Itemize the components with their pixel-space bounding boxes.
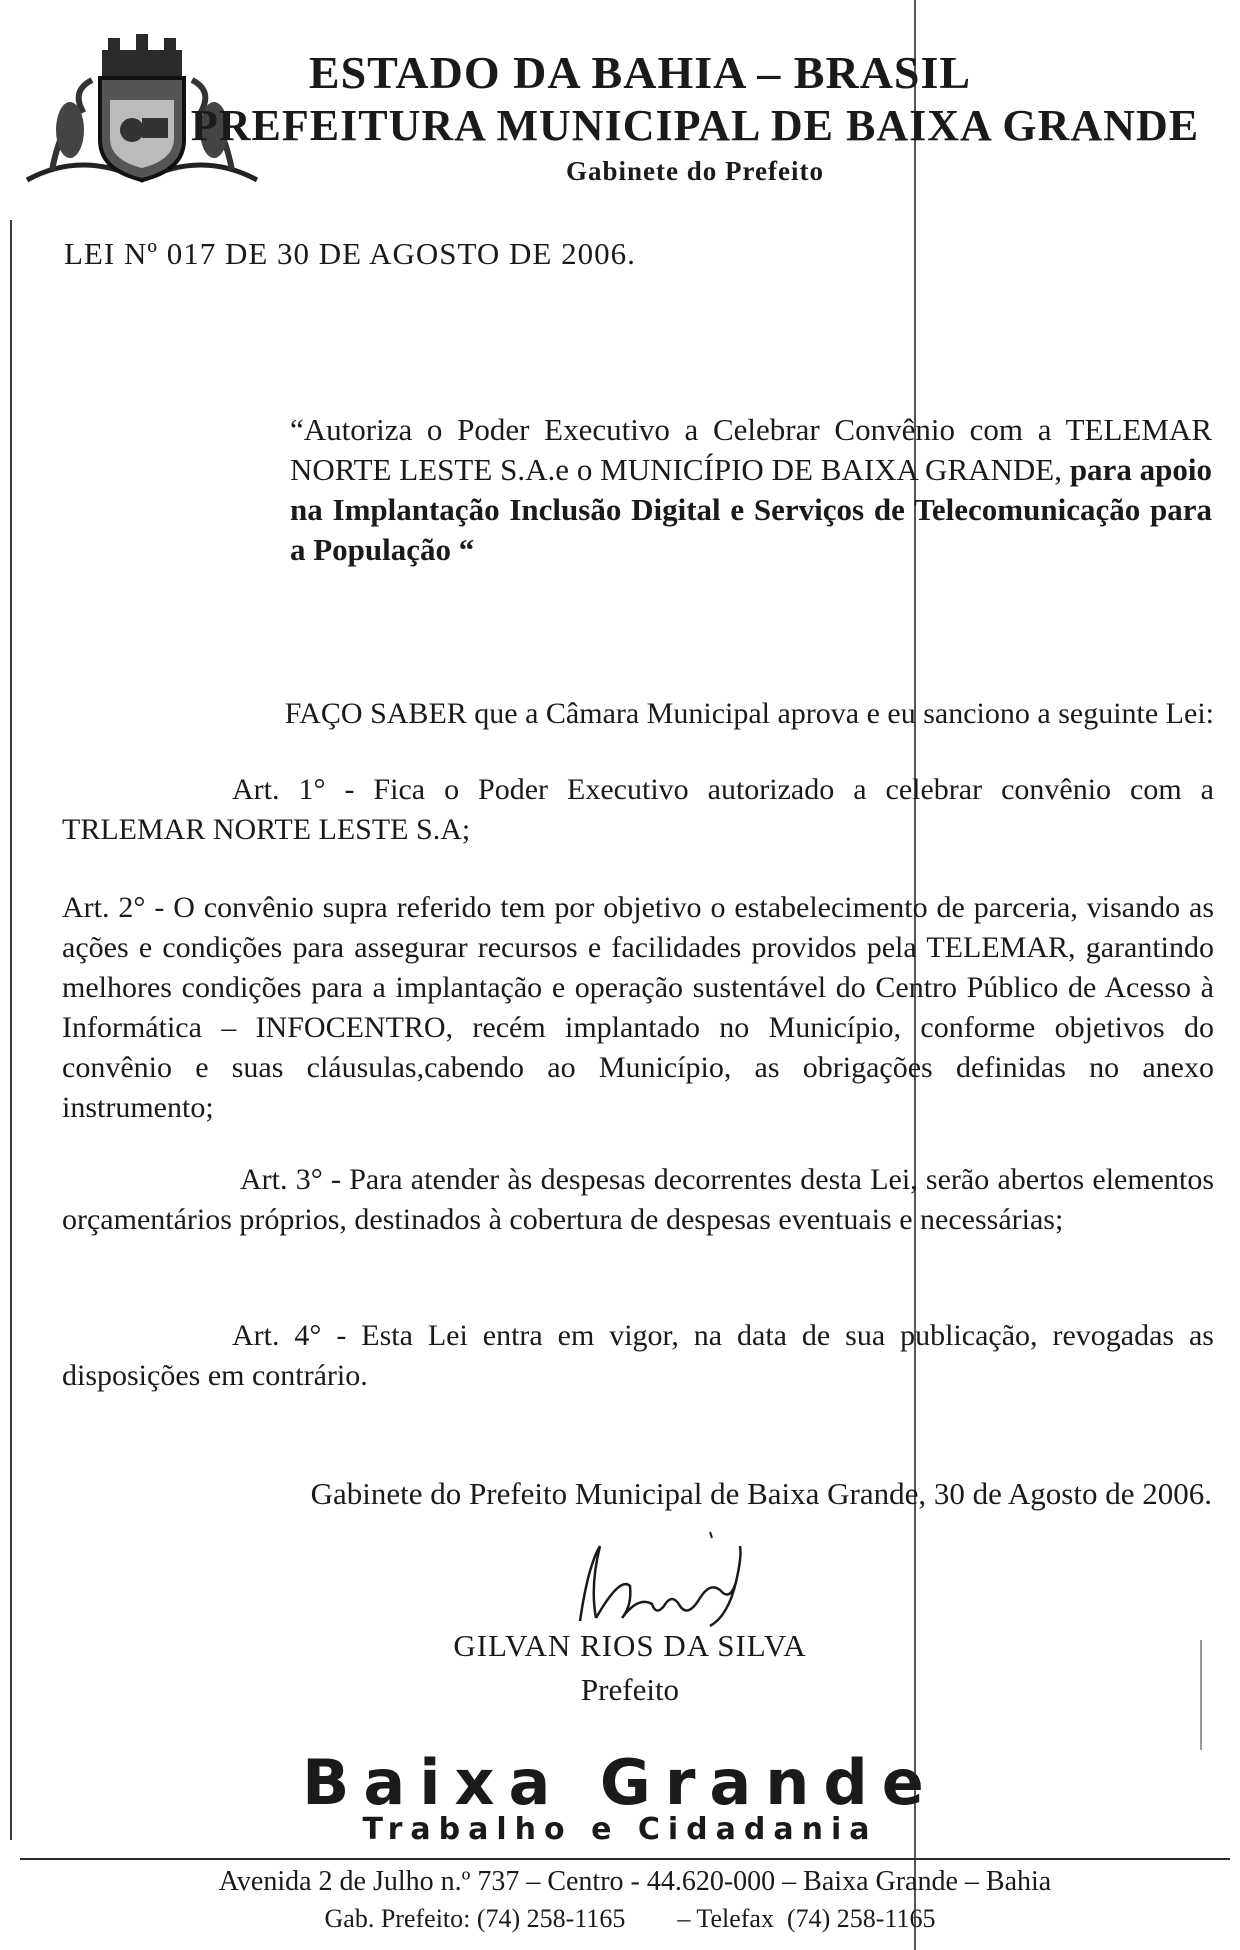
footer-address: Avenida 2 de Julho n.º 737 – Centro - 44.620-000 – Baixa Grande – Bahia	[218, 1866, 1052, 1897]
law-summary-bold: para apoio na Implantação Inclusão Digital e Serviços de Telecomunicação para a População “	[290, 452, 1212, 567]
header-prefecture: PREFEITURA MUNICIPAL DE BAIXA GRANDE	[190, 101, 1200, 150]
article-4: Art. 4° - Esta Lei entra em vigor, na data de sua publicação, revogadas as disposições em contrário.	[62, 1319, 1214, 1392]
article-2: Art. 2° - O convênio supra referido tem por objetivo o estabelecimento de parceria, visando as ações e condições para assegurar recursos e facilidades providos pela TELEMAR, garantindo melhores condições para a implantação e operação sustentável do Centro Público de Acesso à Informática – INFOCENTRO, recém implantado no Município, conforme objetivos do convênio e suas cláusulas,cabendo ao Município, as obrigações definidas no anexo instrumento;	[62, 891, 1214, 1124]
header-office: Gabinete do Prefeito	[566, 156, 824, 186]
header-state: ESTADO DA BAHIA – BRASIL	[308, 47, 972, 98]
law-number: LEI Nº 017 DE 30 DE AGOSTO DE 2006.	[64, 236, 636, 271]
city-logo-title: Baixa Grande	[302, 1746, 938, 1819]
article-3: Art. 3° - Para atender às despesas decorrentes desta Lei, serão abertos elementos orçamentários próprios, destinados à cobertura de despesas eventuais e necessárias;	[62, 1163, 1214, 1236]
city-logo-slogan: Trabalho e Cidadania	[362, 1812, 878, 1847]
law-summary-normal: “Autoriza o Poder Executivo a Celebrar Convênio com a TELEMAR NORTE LESTE S.A.e o MUNICÍPIO DE BAIXA GRANDE,	[290, 412, 1212, 487]
closing-statement: Gabinete do Prefeito Municipal de Baixa Grande, 30 de Agosto de 2006.	[310, 1476, 1212, 1511]
scan-line-left	[10, 220, 12, 1840]
law-summary	[290, 410, 1212, 570]
signatory-role: Prefeito	[580, 1672, 680, 1707]
enactment-clause: FAÇO SABER que a Câmara Municipal aprova e eu sanciono a seguinte Lei:	[284, 697, 1214, 730]
handwritten-signature	[560, 1526, 790, 1636]
signatory-name: GILVAN RIOS DA SILVA	[453, 1628, 807, 1663]
footer-phones: Gab. Prefeito: (74) 258-1165 – Telefax (74) 258-1165	[324, 1904, 936, 1933]
article-1	[62, 770, 1214, 850]
footer-divider	[20, 1858, 1230, 1860]
scan-line-right	[1200, 1640, 1202, 1750]
article-1-text: Art. 1° - Fica o Poder Executivo autorizado a celebrar convênio com a TRLEMAR NORTE LESTE S.A;	[62, 773, 1214, 846]
